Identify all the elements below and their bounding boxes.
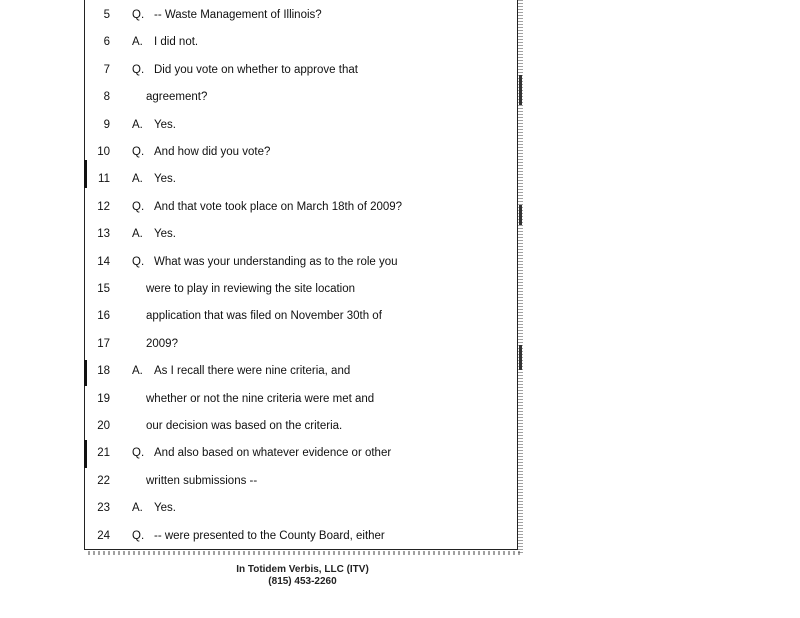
line-text: written submissions -- <box>146 474 258 487</box>
line-number: 11 <box>98 173 110 186</box>
speaker-label: Q. <box>132 63 145 76</box>
footer-phone: (815) 453-2260 <box>268 576 337 587</box>
transcript-line <box>84 169 518 189</box>
speaker-label: A. <box>132 36 143 49</box>
transcript-line <box>84 142 518 162</box>
line-text: And how did you vote? <box>154 146 271 158</box>
speaker-label: A. <box>132 228 143 241</box>
speaker-label: Q. <box>132 447 145 460</box>
line-number: 10 <box>97 146 110 158</box>
line-number: 17 <box>97 337 110 350</box>
line-number: 12 <box>97 200 110 213</box>
transcript-line <box>84 5 518 25</box>
speaker-label: Q. <box>132 255 145 268</box>
line-text: application that was filed on November 30th of <box>146 310 382 323</box>
transcript-line <box>84 361 518 381</box>
transcript-line <box>84 306 518 326</box>
line-text: I did not. <box>154 36 199 49</box>
speaker-label: A. <box>132 118 143 131</box>
line-number: 20 <box>97 420 110 432</box>
transcript-line <box>84 252 518 272</box>
line-text: Yes. <box>154 173 176 186</box>
transcript-line <box>84 32 518 52</box>
line-text: -- Waste Management of Illinois? <box>154 9 322 21</box>
line-text: agreement? <box>146 91 208 104</box>
speaker-label: Q. <box>132 529 145 542</box>
speaker-label: A. <box>132 173 143 186</box>
line-text: -- were presented to the County Board, either <box>154 529 385 542</box>
line-text: What was your understanding as to the role you <box>154 255 398 268</box>
transcript-line <box>84 224 518 244</box>
line-text: whether or not the nine criteria were met and <box>146 392 375 405</box>
line-text: And that vote took place on March 18th of 2009? <box>154 200 403 213</box>
transcript-line <box>84 60 518 80</box>
footer-company: In Totidem Verbis, LLC (ITV) <box>236 564 369 575</box>
transcript-line <box>84 389 518 409</box>
line-number: 13 <box>97 228 110 241</box>
transcript-line <box>84 334 518 354</box>
line-number: 14 <box>97 255 110 268</box>
line-number: 21 <box>97 447 110 460</box>
line-number: 9 <box>103 118 110 131</box>
line-number: 19 <box>97 392 110 405</box>
line-number: 22 <box>97 474 110 487</box>
line-text: And also based on whatever evidence or other <box>154 447 392 460</box>
line-text: our decision was based on the criteria. <box>146 420 343 432</box>
speaker-label: Q. <box>132 200 145 213</box>
line-number: 15 <box>97 283 110 295</box>
speaker-label: A. <box>132 365 143 378</box>
transcript-line <box>84 115 518 135</box>
transcript-line <box>84 498 518 518</box>
transcript-line <box>84 526 518 546</box>
line-text: 2009? <box>146 337 178 350</box>
line-number: 6 <box>103 36 110 49</box>
transcript-line <box>84 416 518 436</box>
transcript-page <box>84 0 518 550</box>
line-number: 18 <box>97 365 110 378</box>
speaker-label: Q. <box>132 9 145 21</box>
transcript-line <box>84 443 518 463</box>
line-text: Yes. <box>154 502 176 515</box>
line-number: 8 <box>103 91 110 104</box>
line-text: were to play in reviewing the site location <box>146 283 356 295</box>
line-text: Yes. <box>154 228 176 241</box>
line-text: Yes. <box>154 118 176 131</box>
scan-speck <box>519 75 522 105</box>
scan-speck <box>519 345 522 370</box>
scan-speck <box>519 205 522 225</box>
transcript-line <box>84 471 518 491</box>
line-number: 23 <box>97 502 110 515</box>
transcript-line <box>84 197 518 217</box>
line-text: As I recall there were nine criteria, and <box>154 365 351 378</box>
line-number: 16 <box>97 310 110 323</box>
scan-edge-bottom <box>88 551 520 555</box>
line-number: 7 <box>103 63 110 76</box>
speaker-label: A. <box>132 502 143 515</box>
speaker-label: Q. <box>132 146 145 158</box>
transcript-line <box>84 279 518 299</box>
line-number: 5 <box>103 9 110 21</box>
transcript-line <box>84 87 518 107</box>
line-number: 24 <box>97 529 110 542</box>
line-text: Did you vote on whether to approve that <box>154 63 358 76</box>
